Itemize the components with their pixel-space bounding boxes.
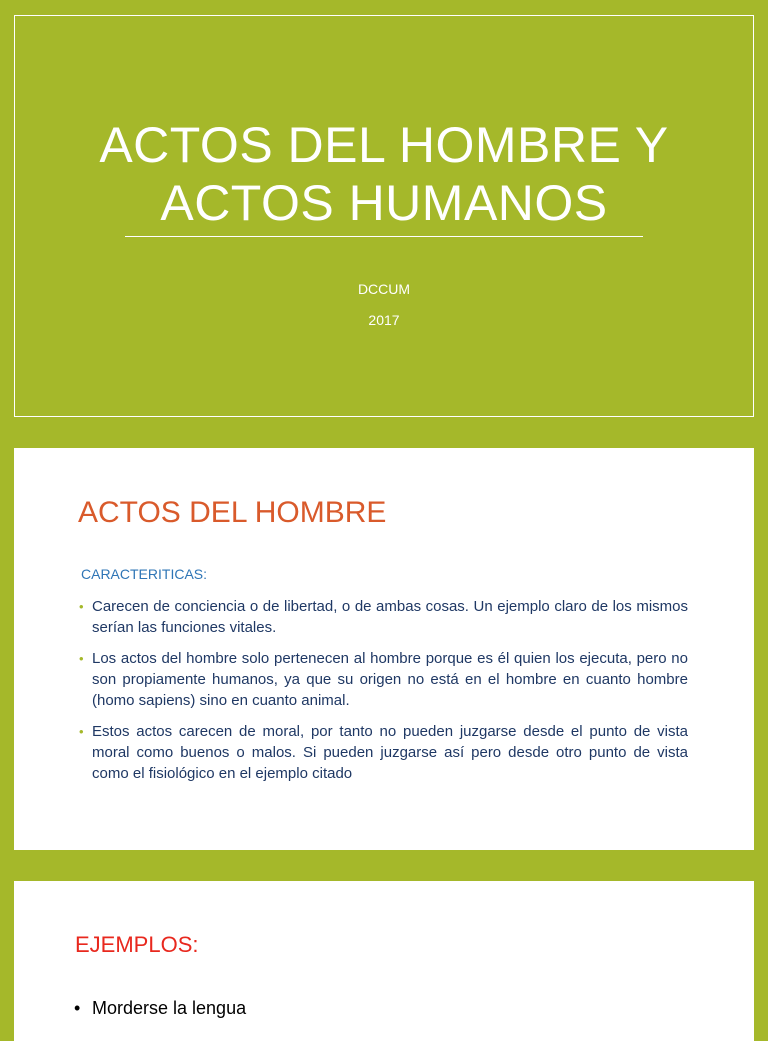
list-item-text: Estos actos carecen de moral, por tanto no pueden juzgarse desde el punto de vista moral como buenos o malos. Si pueden juzgarse así pero desde otro punto de vista como el fisiológico en el ejemplo citado: [92, 723, 688, 782]
list-item: [78, 648, 688, 711]
slide-heading: EJEMPLOS:: [75, 932, 199, 957]
bullet-icon: •: [74, 998, 81, 1018]
bullet-icon: •: [79, 651, 84, 666]
slide-heading: ACTOS DEL HOMBRE: [78, 496, 387, 529]
title-line-1: ACTOS DEL HOMBRE Y: [99, 117, 669, 173]
list-item: [78, 721, 688, 784]
bullet-icon: •: [79, 724, 84, 739]
characteristics-slide: [14, 448, 754, 850]
year-label: 2017: [368, 312, 400, 328]
list-item: [74, 998, 246, 1019]
title-line-2: ACTOS HUMANOS: [160, 175, 608, 231]
list-item-text: Los actos del hombre solo pertenecen al hombre porque es él quien los ejecuta, pero no son propiamente humanos, ya que su origen no está en el hombre en cuanto hombre (homo sapiens) sino en cuanto animal.: [92, 650, 688, 709]
list-item: [78, 596, 688, 638]
section-subheading: CARACTERITICAS:: [81, 566, 208, 582]
characteristics-list: [78, 596, 688, 794]
title-divider: [125, 236, 643, 237]
list-item-text: Carecen de conciencia o de libertad, o de ambas cosas. Un ejemplo claro de los mismos serían las funciones vitales.: [92, 598, 688, 636]
title-slide: [14, 15, 754, 417]
list-item-text: Morderse la lengua: [92, 998, 247, 1018]
slide-title: [15, 116, 753, 232]
author-label: DCCUM: [357, 281, 411, 297]
examples-slide: [14, 881, 754, 1041]
bullet-icon: •: [79, 599, 84, 614]
